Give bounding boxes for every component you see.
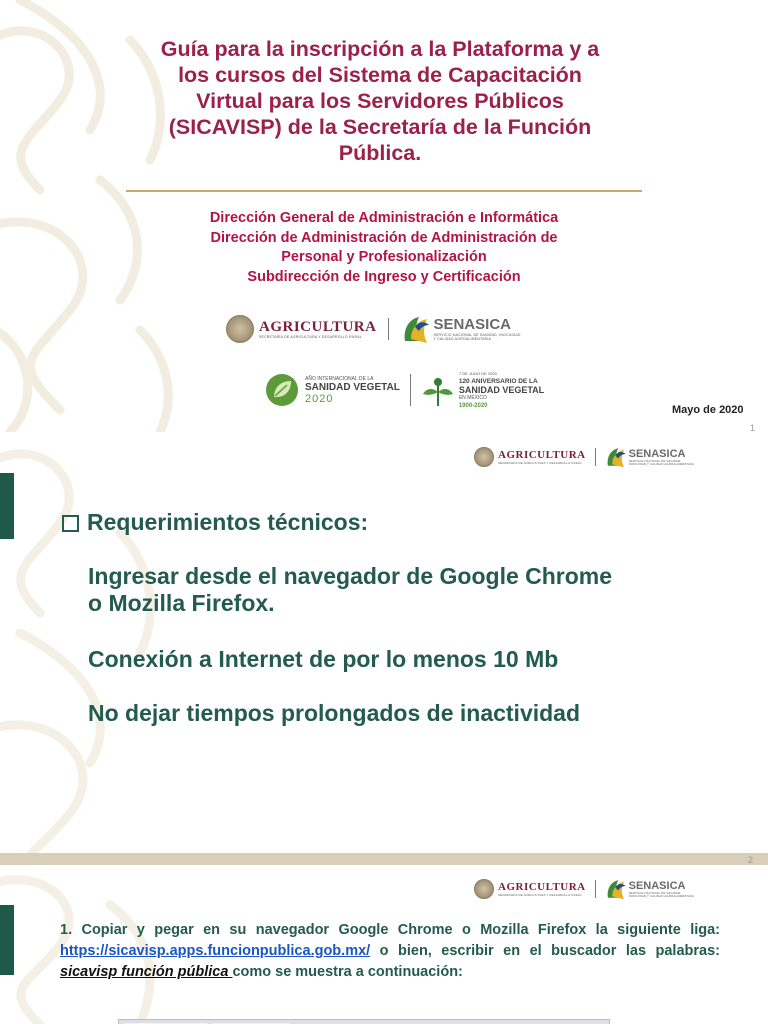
cover-subtitle-line: Dirección de Administración de Administración de <box>210 229 558 246</box>
ornament-pattern-icon <box>0 433 190 853</box>
agricultura-wordmark: AGRICULTURA <box>259 319 377 335</box>
agricultura-wordmark: AGRICULTURA <box>498 449 586 461</box>
slide-requirements <box>0 433 768 853</box>
page-number: 1 <box>750 423 756 432</box>
aniversario-line2: SANIDAD VEGETAL <box>458 385 545 395</box>
senasica-emblem-icon <box>605 445 627 469</box>
requirements-heading <box>62 509 368 536</box>
checkbox-bullet-icon <box>62 515 79 532</box>
logo-separator <box>595 880 596 898</box>
cover-subtitle <box>150 209 618 287</box>
senasica-subtext: SERVICIO NACIONAL DE SANIDAD, INOCUIDAD Y CALIDAD AGROALIMENTARIA <box>433 333 521 341</box>
slide-cover <box>0 0 768 432</box>
slide-instructions <box>0 865 768 1024</box>
sanidad-small-text: AÑO INTERNACIONAL DE LA <box>305 375 374 382</box>
sicavisp-link[interactable]: https://sicavisp.apps.funcionpublica.gob.mx/ <box>60 943 371 959</box>
instruction-text: o bien, escribir en el buscador las palabras: <box>370 943 720 959</box>
aniversario-small-text: 7 DE JULIO DE 2020 <box>458 371 497 376</box>
search-keywords: sicavisp función pública <box>60 964 233 980</box>
sanidad-year: 2020 <box>305 392 334 405</box>
aniversario-years: 1900-2020 <box>458 403 488 409</box>
cover-subtitle-line: Subdirección de Ingreso y Certificación <box>247 268 521 285</box>
logo-agricultura-senasica <box>226 312 523 346</box>
senasica-subtext: SERVICIO NACIONAL DE SANIDAD, INOCUIDAD Y CALIDAD AGROALIMENTARIA <box>628 459 695 466</box>
accent-bar <box>0 473 14 539</box>
cover-title-line: Pública. <box>338 141 422 165</box>
slide-divider <box>0 853 768 865</box>
senasica-emblem-icon <box>401 313 431 345</box>
logo-sanidad-vegetal <box>265 370 544 410</box>
sanidad-big-text: SANIDAD VEGETAL <box>305 381 400 393</box>
aniversario-plant-icon <box>421 372 455 408</box>
requirement-line: o Mozilla Firefox. <box>88 590 275 616</box>
cover-title-line: Guía para la inscripción a la Plataforma y a <box>160 37 600 61</box>
aniversario-line1: 120 ANIVERSARIO DE LA <box>458 378 538 385</box>
senasica-wordmark: SENASICA <box>628 448 686 460</box>
instruction-paragraph <box>60 920 720 983</box>
cover-subtitle-line: Personal y Profesionalización <box>281 249 487 265</box>
instruction-text: 1. Copiar y pegar en su navegador Google Chrome o Mozilla Firefox la siguiente liga: <box>60 922 720 938</box>
cover-title-line: Virtual para los Servidores Públicos <box>196 89 564 113</box>
senasica-wordmark: SENASICA <box>433 316 511 333</box>
accent-bar <box>0 905 14 975</box>
requirement-inactivity: No dejar tiempos prolongados de inactividad <box>88 700 581 726</box>
logo-separator <box>410 374 411 406</box>
header-logos <box>474 877 699 901</box>
senasica-subtext: SERVICIO NACIONAL DE SANIDAD, INOCUIDAD Y CALIDAD AGROALIMENTARIA <box>628 891 695 898</box>
requirements-heading-text: Requerimientos técnicos: <box>87 509 369 535</box>
title-divider <box>126 190 642 192</box>
instruction-text: como se muestra a continuación: <box>232 964 463 980</box>
requirement-connection: Conexión a Internet de por lo menos 10 Mb <box>88 646 559 672</box>
requirement-line: Ingresar desde el navegador de Google Chrome <box>88 563 613 589</box>
agricultura-subtext: SECRETARÍA DE AGRICULTURA Y DESARROLLO RURAL <box>259 335 362 339</box>
agricultura-wordmark: AGRICULTURA <box>498 881 586 893</box>
cover-title-line: (SICAVISP) de la Secretaría de la Función <box>168 115 592 139</box>
senasica-emblem-icon <box>605 877 627 901</box>
mexico-seal-icon <box>474 447 494 467</box>
senasica-wordmark: SENASICA <box>628 880 686 892</box>
mexico-seal-icon <box>474 879 494 899</box>
browser-screenshot <box>118 1019 610 1024</box>
sanidad-vegetal-leaf-icon <box>265 373 299 407</box>
agricultura-subtext: SECRETARÍA DE AGRICULTURA Y DESARROLLO RURAL <box>498 461 582 465</box>
aniversario-line3: EN MÉXICO <box>458 395 487 401</box>
agricultura-subtext: SECRETARÍA DE AGRICULTURA Y DESARROLLO RURAL <box>498 893 582 897</box>
requirement-browser <box>88 563 612 617</box>
page-number: 2 <box>748 855 754 865</box>
cover-date: Mayo de 2020 <box>672 404 744 416</box>
logo-separator <box>595 448 596 466</box>
cover-title-line: los cursos del Sistema de Capacitación <box>178 63 582 87</box>
cover-title <box>110 36 650 166</box>
mexico-seal-icon <box>226 315 254 343</box>
cover-subtitle-line: Dirección General de Administración e Informática <box>209 210 559 226</box>
header-logos <box>474 445 699 469</box>
logo-separator <box>388 318 389 340</box>
